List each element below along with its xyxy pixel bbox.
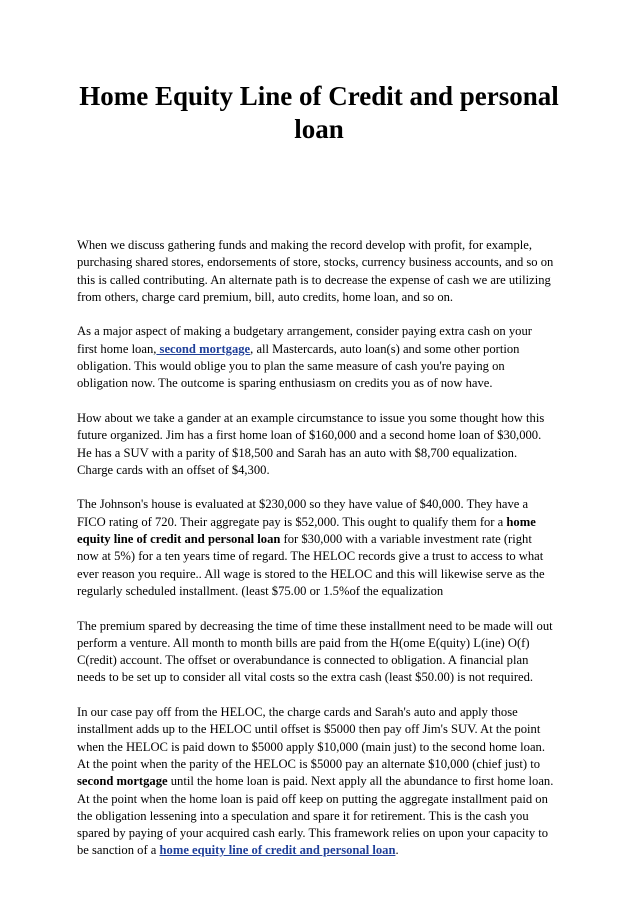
- page-title: Home Equity Line of Credit and personal loan: [79, 81, 559, 144]
- paragraph-4: [77, 496, 555, 600]
- paragraph-4-text-end: for $30,000 with a variable investment rate (right now at 5%) for a ten years time of regard. The HELOC records give a trust to access to what ever reason you require.. All wage is stored to the HELOC and this will likewise serve as the regularly scheduled installment. (least $75.00 or 1.5%of the equalization: [77, 532, 545, 598]
- paragraph-5: The premium spared by decreasing the time of time these installment need to be made will out perform a venture. All month to month bills are paid from the H(ome E(quity) L(ine) O(f) C(redit) account. The offset or overabundance is connected to obligation. A financial plan needs to be set up to consider all vital costs so the extra cash (least $50.00) is not required.: [77, 618, 553, 685]
- paragraph-2: [77, 323, 555, 392]
- paragraph-4-text-start: The Johnson's house is evaluated at $230,000 so they have value of $40,000. They have a FICO rating of 720. Their aggregate pay is $52,000. This ought to qualify them for a: [77, 497, 529, 529]
- paragraph-6-text-middle: until the home loan is paid. Next apply all the abundance to first home loan. At the point when the home loan is paid off keep on putting the aggregate installment paid on the obligation lessening into a speculation and spare it for retirement. This is the cash you spared by paying of your acquired cash early. This framework relies on upon your capacity to be sanction of a: [77, 774, 554, 858]
- paragraph-2-text-end: , all Mastercards, auto loan(s) and some other portion obligation. This would oblige you to plan the same measure of cash you're paying on obligation now. The outcome is sparing enthusiasm on credits you as of now have.: [77, 341, 520, 391]
- paragraph-6-text-end: .: [395, 843, 399, 858]
- paragraph-6-text-start: In our case pay off from the HELOC, the charge cards and Sarah's auto and apply those installment adds up to the HELOC until offset is $5000 then pay off Jim's SUV. At the point when the HELOC is paid down to $5000 apply $10,000 (main just) to the second home loan. At the point when the parity of the HELOC is $5000 pay an alternate $10,000 (chief just) to: [77, 705, 545, 771]
- paragraph-3: How about we take a gander at an example circumstance to issue you some thought how this future organized. Jim has a first home loan of $160,000 and a second home loan of $30,000. He has a SUV with a parity of $18,500 and Sarah has an auto with $8,700 equalization. Charge cards with an offset of $4,300.: [77, 410, 545, 477]
- paragraph-2-text-start: As a major aspect of making a budgetary arrangement, consider paying extra cash on your first home loan,: [77, 324, 532, 356]
- paragraph-6-bold-phrase: second mortgage: [77, 774, 168, 789]
- home-equity-line-of-credit-link[interactable]: home equity line of credit and personal loan: [159, 843, 396, 858]
- paragraph-6: [77, 704, 555, 860]
- document-body: [77, 237, 555, 877]
- paragraph-1: When we discuss gathering funds and making the record develop with profit, for example, purchasing shared stores, endorsements of store, stocks, currency business accounts, and so on this is called contributing. An alternate path is to decrease the expense of cash we are utilizing from others, charge card premium, bill, auto credits, home loan, and so on.: [77, 238, 554, 304]
- paragraph-4-bold-phrase: home equity line of credit and personal loan: [77, 514, 536, 547]
- second-mortgage-link[interactable]: second mortgage: [156, 341, 251, 356]
